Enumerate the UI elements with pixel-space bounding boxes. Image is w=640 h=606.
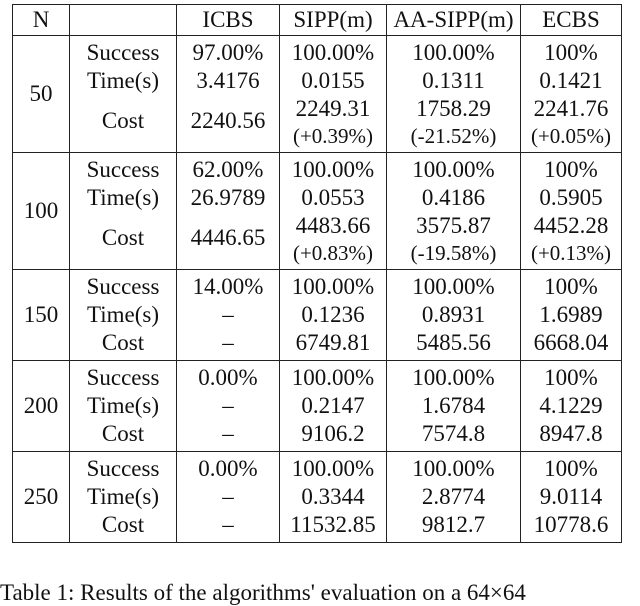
ecbs-cost: 10778.6 <box>533 512 609 537</box>
sipp-time: 0.3344 <box>301 484 365 509</box>
icbs-cell <box>177 270 280 361</box>
ecbs-success: 100% <box>544 365 598 390</box>
ecbs-cost-delta: (+0.13%) <box>530 241 612 265</box>
icbs-time: – <box>222 393 234 418</box>
sipp-cost: 11532.85 <box>290 512 376 537</box>
metric-labels <box>70 153 177 270</box>
table-row <box>13 270 622 361</box>
icbs-time: 26.9789 <box>190 185 266 210</box>
icbs-cell <box>177 361 280 452</box>
aa-sipp-time: 0.1311 <box>422 68 485 93</box>
icbs-cell <box>177 36 280 153</box>
metric-label: Success <box>86 456 160 481</box>
icbs-success: 97.00% <box>192 40 264 65</box>
aa-sipp-success: 100.00% <box>412 157 495 182</box>
icbs-success: 0.00% <box>198 365 258 390</box>
sipp-cost-delta: (+0.39%) <box>292 124 374 148</box>
aa-sipp-success: 100.00% <box>412 274 495 299</box>
ecbs-time: 0.5905 <box>539 185 603 210</box>
aa-sipp-cost: 7574.8 <box>421 421 486 446</box>
sipp-cell <box>280 452 387 543</box>
aa-sipp-cell <box>387 153 521 270</box>
metric-label: Time(s) <box>87 393 159 418</box>
aa-sipp-cell <box>387 452 521 543</box>
ecbs-cell <box>521 452 622 543</box>
header-ecbs: ECBS <box>521 5 622 36</box>
ecbs-time: 9.0114 <box>539 484 603 509</box>
aa-sipp-cost: 1758.29 <box>416 96 491 121</box>
aa-sipp-success: 100.00% <box>412 456 495 481</box>
sipp-success: 100.00% <box>291 365 375 390</box>
sipp-time: 0.1236 <box>301 302 365 327</box>
icbs-cost: – <box>222 512 234 537</box>
n-value: 250 <box>13 452 70 543</box>
metric-labels <box>70 452 177 543</box>
ecbs-cost: 2241.76 <box>533 96 609 121</box>
ecbs-cell <box>521 36 622 153</box>
sipp-cell <box>280 270 387 361</box>
ecbs-success: 100% <box>544 456 598 481</box>
sipp-cell <box>280 361 387 452</box>
n-value: 150 <box>13 270 70 361</box>
icbs-time: – <box>222 484 234 509</box>
metric-label: Time(s) <box>87 68 159 93</box>
sipp-cost: 6749.81 <box>295 330 371 355</box>
ecbs-cell <box>521 153 622 270</box>
icbs-success: 62.00% <box>192 157 264 182</box>
metric-label: Cost <box>101 512 145 537</box>
header-row <box>13 5 622 36</box>
metric-labels <box>70 270 177 361</box>
aa-sipp-cost-delta: (-19.58%) <box>410 241 497 265</box>
table-row <box>13 361 622 452</box>
aa-sipp-cell <box>387 270 521 361</box>
ecbs-cost: 4452.28 <box>533 213 609 238</box>
results-table-container <box>12 4 622 543</box>
metric-label: Success <box>86 365 160 390</box>
metric-label: Success <box>86 157 160 182</box>
metric-label: Cost <box>101 421 145 446</box>
icbs-cell <box>177 153 280 270</box>
ecbs-success: 100% <box>544 157 598 182</box>
sipp-success: 100.00% <box>291 157 375 182</box>
sipp-cost: 2249.31 <box>295 96 371 121</box>
metric-labels <box>70 36 177 153</box>
table-row <box>13 452 622 543</box>
icbs-cost: – <box>222 330 234 355</box>
icbs-cost: 4446.65 <box>190 225 266 250</box>
ecbs-cost: 8947.8 <box>539 421 603 446</box>
ecbs-time: 4.1229 <box>539 393 603 418</box>
aa-sipp-success: 100.00% <box>412 365 495 390</box>
metric-labels <box>70 361 177 452</box>
aa-sipp-cost-delta: (-21.52%) <box>410 124 497 148</box>
aa-sipp-success: 100.00% <box>412 40 495 65</box>
metric-label: Cost <box>101 330 145 355</box>
aa-sipp-time: 0.4186 <box>421 185 486 210</box>
icbs-time: 3.4176 <box>196 68 260 93</box>
sipp-cell <box>280 153 387 270</box>
sipp-time: 0.0553 <box>301 185 365 210</box>
metric-label: Time(s) <box>87 302 159 327</box>
aa-sipp-cell <box>387 36 521 153</box>
sipp-time: 0.0155 <box>301 68 365 93</box>
aa-sipp-time: 1.6784 <box>421 393 486 418</box>
sipp-cost: 9106.2 <box>301 421 365 446</box>
header-metric <box>70 5 177 36</box>
header-icbs: ICBS <box>177 5 280 36</box>
aa-sipp-cost: 5485.56 <box>416 330 491 355</box>
table-row <box>13 36 622 153</box>
icbs-success: 0.00% <box>198 456 258 481</box>
n-value: 200 <box>13 361 70 452</box>
aa-sipp-time: 0.8931 <box>421 302 486 327</box>
metric-label: Cost <box>101 225 145 250</box>
metric-label: Time(s) <box>87 484 159 509</box>
results-table <box>12 4 622 543</box>
icbs-cost: 2240.56 <box>190 108 266 133</box>
icbs-time: – <box>222 302 234 327</box>
header-aa-sipp: AA-SIPP(m) <box>387 5 521 36</box>
sipp-success: 100.00% <box>291 456 375 481</box>
ecbs-time: 0.1421 <box>539 68 603 93</box>
aa-sipp-cost: 3575.87 <box>416 213 491 238</box>
n-value: 100 <box>13 153 70 270</box>
header-n: N <box>13 5 70 36</box>
icbs-success: 14.00% <box>192 274 264 299</box>
icbs-cell <box>177 452 280 543</box>
sipp-cell <box>280 36 387 153</box>
n-value: 50 <box>13 36 70 153</box>
ecbs-cost: 6668.04 <box>533 330 609 355</box>
metric-label: Success <box>86 274 160 299</box>
aa-sipp-cell <box>387 361 521 452</box>
sipp-cost-delta: (+0.83%) <box>292 241 374 265</box>
aa-sipp-time: 2.8774 <box>421 484 486 509</box>
table-row <box>13 153 622 270</box>
ecbs-time: 1.6989 <box>539 302 603 327</box>
metric-label: Cost <box>101 108 145 133</box>
sipp-time: 0.2147 <box>301 393 365 418</box>
metric-label: Time(s) <box>87 185 159 210</box>
ecbs-cell <box>521 270 622 361</box>
ecbs-success: 100% <box>544 274 598 299</box>
ecbs-cost-delta: (+0.05%) <box>530 124 612 148</box>
table-caption: Table 1: Results of the algorithms' evaluation on a 64×64 <box>0 580 526 605</box>
sipp-success: 100.00% <box>291 40 375 65</box>
header-sipp: SIPP(m) <box>280 5 387 36</box>
metric-label: Success <box>86 40 160 65</box>
sipp-cost: 4483.66 <box>295 213 371 238</box>
aa-sipp-cost: 9812.7 <box>421 512 486 537</box>
sipp-success: 100.00% <box>291 274 375 299</box>
ecbs-success: 100% <box>544 40 598 65</box>
ecbs-cell <box>521 361 622 452</box>
icbs-cost: – <box>222 421 234 446</box>
